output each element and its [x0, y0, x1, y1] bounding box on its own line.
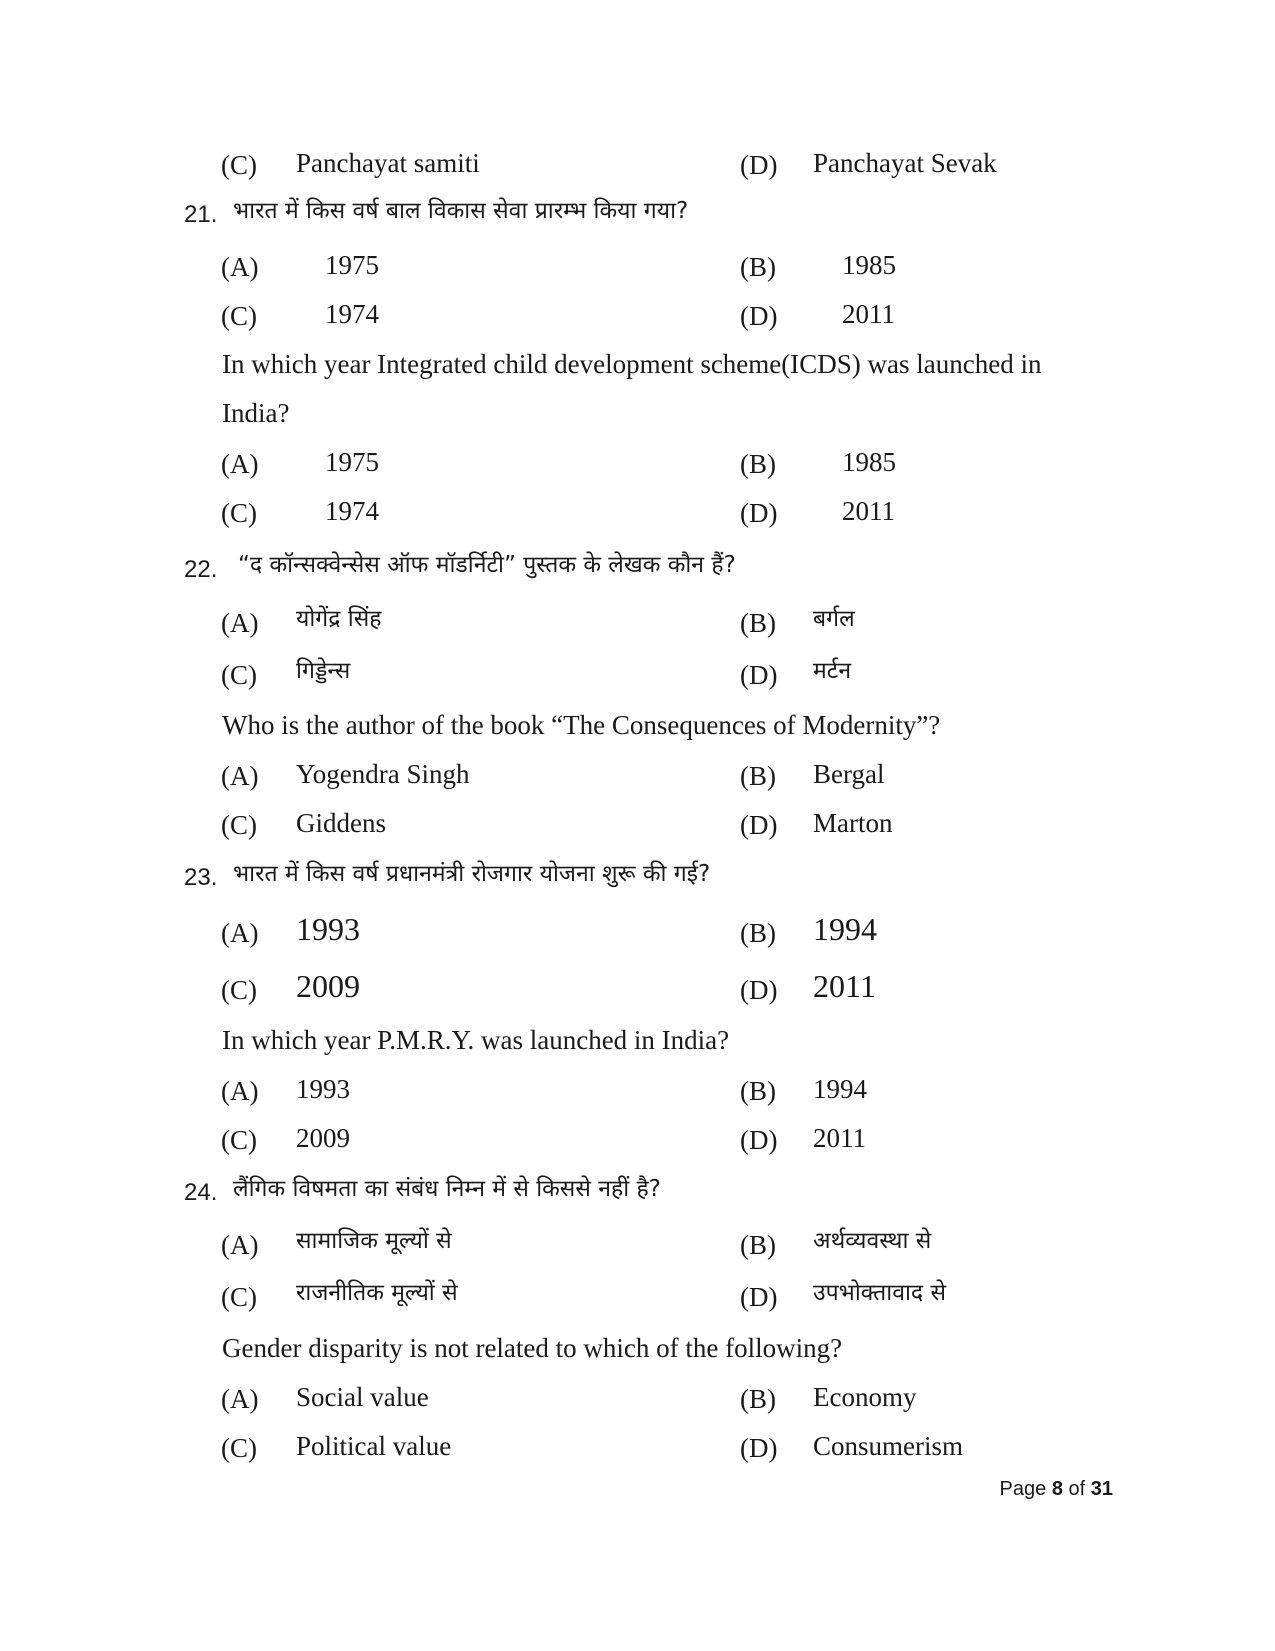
option-text: 2009 [296, 968, 360, 1004]
option-text: Panchayat samiti [296, 148, 480, 178]
option-text: योगेंद्र सिंह [296, 606, 382, 632]
option-label: (B) [740, 918, 776, 948]
option-text: 2011 [842, 496, 895, 526]
option-text: राजनीतिक मूल्यों से [296, 1280, 458, 1306]
option-label: (D) [740, 1282, 778, 1312]
option-text: 1994 [813, 1074, 867, 1104]
hindi-question: भारत में किस वर्ष प्रधानमंत्री रोजगार योजना शुरू की गई? [233, 861, 711, 887]
option-label: (B) [740, 1076, 776, 1106]
option-label: (A) [221, 761, 259, 791]
question-number: 21. [184, 201, 218, 228]
option-label: (D) [740, 660, 778, 690]
option-text: 2009 [296, 1123, 350, 1153]
option-text: 1994 [813, 911, 877, 947]
option-label: (D) [740, 1433, 778, 1463]
option-text: अर्थव्यवस्था से [813, 1228, 932, 1254]
option-label: (D) [740, 498, 778, 528]
option-text: सामाजिक मूल्यों से [296, 1228, 452, 1254]
option-label: (D) [740, 975, 778, 1005]
option-label: (A) [221, 252, 259, 282]
option-label: (C) [221, 975, 257, 1005]
option-text: Consumerism [813, 1431, 964, 1461]
hindi-question: लैंगिक विषमता का संबंध निम्न में से किससे नहीं है? [233, 1176, 661, 1202]
option-text: 1985 [842, 250, 896, 280]
english-question: Who is the author of the book “The Consequences of Modernity”? [222, 710, 941, 740]
english-question: In which year Integrated child development scheme(ICDS) was launched in [222, 349, 1042, 379]
page-word: Page [999, 1478, 1047, 1500]
option-text: गिड्डेन्स [296, 658, 351, 684]
option-label: (B) [740, 449, 776, 479]
total-pages-number: 31 [1090, 1478, 1113, 1500]
option-text: 1993 [296, 911, 360, 947]
english-question: In which year P.M.R.Y. was launched in India? [222, 1025, 730, 1055]
question-number: 23. [184, 864, 218, 891]
page-footer [1000, 1478, 1113, 1501]
option-label: (C) [221, 1125, 257, 1155]
option-label: (D) [740, 150, 778, 180]
of-word: of [1068, 1478, 1086, 1500]
option-label: (A) [221, 918, 259, 948]
option-text: 1974 [325, 496, 379, 526]
option-label: (C) [221, 810, 257, 840]
option-text: 2011 [813, 1123, 866, 1153]
option-text: Yogendra Singh [296, 759, 470, 789]
option-label: (D) [740, 810, 778, 840]
option-label: (C) [221, 498, 257, 528]
option-text: 1975 [325, 447, 379, 477]
option-label: (D) [740, 1125, 778, 1155]
option-text: Marton [813, 808, 893, 838]
english-question-continued: India? [222, 398, 290, 428]
option-label: (D) [740, 301, 778, 331]
option-label: (B) [740, 608, 776, 638]
option-text: Political value [296, 1431, 452, 1461]
option-text: 2011 [813, 968, 876, 1004]
option-label: (B) [740, 1384, 776, 1414]
option-label: (C) [221, 150, 257, 180]
option-text: 2011 [842, 299, 895, 329]
option-label: (A) [221, 1230, 259, 1260]
option-label: (A) [221, 608, 259, 638]
hindi-question: “द कॉन्सक्वेन्सेस ऑफ मॉडर्निटी” पुस्तक के लेखक कौन हैं? [238, 552, 736, 578]
option-label: (C) [221, 660, 257, 690]
option-label: (B) [740, 1230, 776, 1260]
question-number: 24. [184, 1179, 218, 1206]
option-text: बर्गल [813, 606, 855, 632]
option-text: Panchayat Sevak [813, 148, 997, 178]
option-text: मर्टन [813, 658, 852, 684]
option-label: (C) [221, 301, 257, 331]
hindi-question: भारत में किस वर्ष बाल विकास सेवा प्रारम्भ किया गया? [233, 198, 689, 224]
option-label: (A) [221, 1076, 259, 1106]
option-text: Economy [813, 1382, 917, 1412]
current-page-number: 8 [1051, 1478, 1063, 1500]
option-text: 1975 [325, 250, 379, 280]
option-label: (C) [221, 1282, 257, 1312]
option-text: 1993 [296, 1074, 350, 1104]
option-text: Bergal [813, 759, 885, 789]
option-label: (A) [221, 449, 259, 479]
option-label: (A) [221, 1384, 259, 1414]
english-question: Gender disparity is not related to which of the following? [222, 1333, 843, 1363]
option-text: Social value [296, 1382, 429, 1412]
option-text: उपभोक्तावाद से [813, 1280, 947, 1306]
option-label: (C) [221, 1433, 257, 1463]
option-label: (B) [740, 761, 776, 791]
option-text: 1985 [842, 447, 896, 477]
option-label: (B) [740, 252, 776, 282]
option-text: 1974 [325, 299, 379, 329]
option-text: Giddens [296, 808, 386, 838]
question-number: 22. [184, 556, 218, 583]
